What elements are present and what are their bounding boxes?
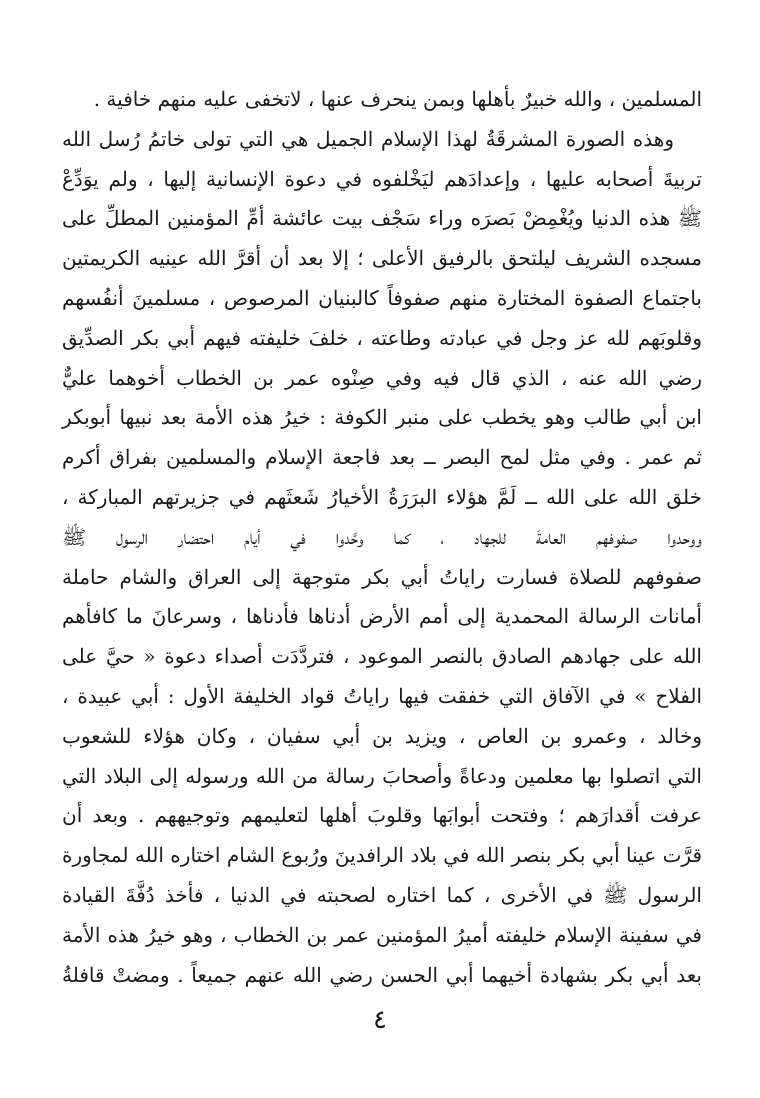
text-line: خلق الله على الله ــ لَمَّ هؤلاء البرَرَةُ الأخيارُ شَعثَهم في جزيرتهم المباركة ، xyxy=(62,484,702,509)
text-line: ووحدوا صفوفهم العامةَ للجهاد ، كما وحَّدوا في أيام احتضار الرسول ﷺ xyxy=(62,524,702,549)
text-line: وهذه الصورة المشرقَةُ لهذا الإسلام الجميل هي التي تولى خاتمُ رُسل الله xyxy=(62,126,674,151)
text-line: التي اتصلوا بها معلمين ودعاةً وأصحابَ رسالة من الله ورسوله إلى البلاد التي xyxy=(62,763,702,788)
text-line: في سفينة الإسلام خليفته أميرُ المؤمنين عمر بن الخطاب ، وهو خيرُ هذه الأمة xyxy=(62,922,702,947)
text-line: عرفت أقدارَهم ؛ وفتحت أبوابَها وقلوبَ أهلها لتعليمهم وتوجيههم . وبعد أن xyxy=(62,803,702,828)
text-line: ابن أبي طالب وهو يخطب على منبر الكوفة : خيرُ هذه الأمة بعد نبيها أبوبكر xyxy=(62,405,702,430)
text-line: بعد أبي بكر بشهادة أخيهما أبي الحسن رضي الله عنهم جميعاً . ومضتْ قافلةُ xyxy=(62,962,702,987)
text-line: ثم عمر . وفي مثل لمح البصر ــ بعد فاجعة الإسلام والمسلمين بفراق أكرم xyxy=(62,445,702,470)
text-line: الله على جهادهم الصادق بالنصر الموعود ، فتردَّدَت أصداء دعوة « حيَّ على xyxy=(62,644,702,669)
text-line: تربيةَ أصحابه عليها ، وإعدادَهم ليَخْلفوه في دعوة الإنسانية إليها ، ولم يوَدِّعْ xyxy=(62,166,702,191)
text-line: صفوفهم للصلاة فسارت راياتُ أبي بكر متوجهة إلى العراق والشام حاملة xyxy=(62,564,702,589)
text-line: الرسول ﷺ في الأخرى ، كما اختاره لصحبته في الدنيا ، فأخذ دُفَّةَ القيادة xyxy=(62,882,702,907)
body-text xyxy=(62,80,702,995)
text-line: الفلاح » في الآفاق التي خفقت فيها راياتُ قواد الخليفة الأول : أبي عبيدة ، xyxy=(62,683,702,708)
text-line: مسجده الشريف ليلتحق بالرفيق الأعلى ؛ إلا بعد أن أقرَّ الله عينيه الكريمتين xyxy=(62,246,702,271)
page-number: ٤ xyxy=(373,1005,387,1035)
text-line: رضي الله عنه ، الذي قال فيه وفي صِنْوه عمر بن الخطاب أخوهما عليٌّ xyxy=(62,365,702,390)
text-line: قرَّت عينا أبي بكر بنصر الله في بلاد الرافدينَ ورُبوع الشام اختاره الله لمجاورة xyxy=(62,843,702,868)
text-line: ﷺ هذه الدنيا ويُغْمِضْ بَصرَه وراء سَجْف بيت عائشة أمِّ المؤمنين المطلِّ على xyxy=(62,206,702,231)
text-line: وخالد ، وعمرو بن العاص ، ويزيد بن أبي سفيان ، وكان هؤلاء للشعوب xyxy=(62,723,702,748)
text-line: المسلمين ، والله خبيرٌ بأهلها وبمن ينحرف عنها ، لاتخفى عليه منهم خافية . xyxy=(93,87,702,111)
text-line: أمانات الرسالة المحمدية إلى أمم الأرض أدناها فأدناها ، وسرعانَ ما كافأهم xyxy=(62,604,702,629)
text-line: وقلوبَهم لله عز وجل في عبادته وطاعته ، خلفَ خليفته فيهم أبي بكر الصدِّيق xyxy=(62,325,702,350)
text-line: باجتماع الصفوة المختارة منهم صفوفاً كالبنيان المرصوص ، مسلمينَ أنفُسهم xyxy=(62,285,702,310)
